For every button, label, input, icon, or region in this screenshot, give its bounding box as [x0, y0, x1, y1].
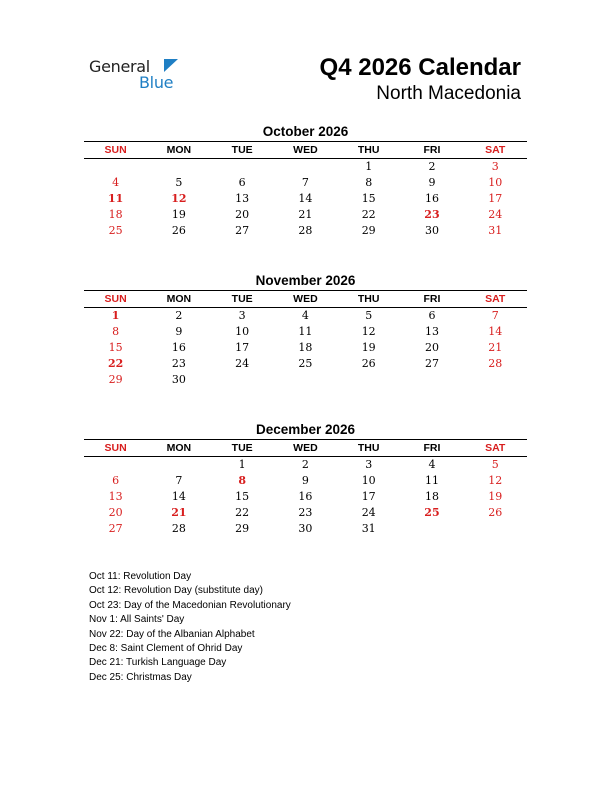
day-cell: 4: [428, 458, 436, 471]
day-cell: 25: [298, 357, 313, 370]
day-cell: 22: [361, 208, 376, 221]
weekday-label: MON: [166, 442, 192, 454]
day-cell: 14: [488, 325, 503, 338]
week-row: [84, 191, 527, 207]
day-cell: 6: [428, 309, 436, 322]
day-cell: 18: [424, 490, 439, 503]
day-cell: 6: [112, 474, 120, 487]
day-cell: 9: [175, 325, 183, 338]
day-cell: 13: [235, 192, 250, 205]
holiday-item: Dec 25: Christmas Day: [89, 671, 192, 683]
week-row: [84, 372, 527, 388]
day-cell: 4: [301, 309, 309, 322]
day-cell: 26: [361, 357, 376, 370]
day-cell: 19: [361, 341, 376, 354]
week-row: [84, 340, 527, 356]
weekday-label: FRI: [423, 293, 441, 305]
weekday-label: SUN: [104, 293, 127, 305]
day-cell: [464, 372, 527, 388]
week-row: [84, 457, 527, 473]
day-cell: 30: [298, 522, 313, 535]
day-cell: 21: [298, 208, 313, 221]
day-cell: 16: [298, 490, 313, 503]
day-cell: 29: [361, 224, 376, 237]
day-cell: 26: [488, 506, 503, 519]
weekday-label: TUE: [231, 144, 253, 156]
weekday-label: FRI: [423, 144, 441, 156]
holiday-item: Nov 1: All Saints' Day: [89, 614, 185, 626]
week-row: [84, 505, 527, 521]
day-cell: 24: [488, 208, 503, 221]
day-cell: [147, 457, 210, 473]
weekday-header: [84, 141, 527, 159]
day-cell: 30: [424, 224, 439, 237]
week-row: [84, 159, 527, 175]
weekday-header: [84, 439, 527, 457]
day-cell: 23: [298, 506, 313, 519]
day-cell: [337, 372, 400, 388]
day-cell: 3: [365, 458, 373, 471]
day-cell: [211, 159, 274, 175]
day-cell: 18: [298, 341, 313, 354]
holiday-item: Oct 11: Revolution Day: [89, 571, 192, 582]
day-cell: 25: [108, 224, 123, 237]
weekday-label: MON: [166, 293, 192, 305]
day-cell: 6: [238, 176, 246, 189]
day-cell: 21: [488, 341, 503, 354]
week-row: [84, 207, 527, 223]
day-cell: 14: [171, 490, 186, 503]
day-cell: [464, 521, 527, 537]
day-cell: 13: [108, 490, 123, 503]
day-cell: [400, 372, 463, 388]
day-cell: 28: [298, 224, 313, 237]
day-cell: [84, 457, 147, 473]
holiday-item: Dec 8: Saint Clement of Ohrid Day: [89, 642, 243, 654]
day-cell: 16: [424, 192, 439, 205]
weekday-label: SAT: [485, 442, 506, 454]
day-cell: 12: [488, 474, 503, 487]
day-cell: 24: [361, 506, 376, 519]
day-cell: [211, 372, 274, 388]
weekday-label: SUN: [104, 442, 127, 454]
weekday-label: SAT: [485, 293, 506, 305]
day-cell: 26: [171, 224, 186, 237]
day-cell: 19: [171, 208, 186, 221]
weekday-label: THU: [357, 442, 380, 454]
day-cell: 3: [491, 160, 499, 173]
day-cell: 29: [235, 522, 250, 535]
day-cell: [84, 159, 147, 175]
day-cell: 15: [235, 490, 250, 503]
day-cell: 23: [424, 208, 440, 221]
week-row: [84, 175, 527, 191]
day-cell: 10: [488, 176, 503, 189]
day-cell: 15: [361, 192, 376, 205]
week-row: [84, 489, 527, 505]
weekday-label: WED: [293, 442, 318, 454]
holiday-item: Oct 12: Revolution Day (substitute day): [89, 585, 263, 597]
day-cell: 4: [112, 176, 120, 189]
day-cell: 22: [235, 506, 250, 519]
week-row: [84, 308, 527, 324]
day-cell: 9: [428, 176, 436, 189]
day-cell: 1: [365, 160, 373, 173]
day-cell: 23: [171, 357, 186, 370]
weekday-label: SAT: [485, 144, 506, 156]
day-cell: [274, 372, 337, 388]
day-cell: 27: [424, 357, 439, 370]
week-row: [84, 521, 527, 537]
day-cell: 12: [171, 192, 187, 205]
day-cell: 17: [488, 192, 503, 205]
day-cell: 20: [235, 208, 250, 221]
day-cell: 30: [171, 373, 186, 386]
day-cell: 8: [365, 176, 373, 189]
week-row: [84, 223, 527, 239]
logo-flag-icon: [164, 59, 178, 72]
day-cell: [400, 521, 463, 537]
day-cell: 20: [424, 341, 439, 354]
holiday-list: [89, 570, 291, 685]
month-calendar: [84, 421, 527, 537]
logo: [89, 57, 189, 93]
day-cell: 3: [238, 309, 246, 322]
day-cell: 10: [361, 474, 376, 487]
day-cell: 15: [108, 341, 123, 354]
day-cell: 17: [235, 341, 250, 354]
weekday-label: WED: [293, 144, 318, 156]
day-cell: 10: [235, 325, 250, 338]
day-cell: 28: [488, 357, 503, 370]
day-cell: 31: [488, 224, 503, 237]
day-cell: 1: [238, 458, 246, 471]
logo-text-blue: Blue: [139, 73, 174, 92]
day-cell: 14: [298, 192, 313, 205]
day-cell: 8: [238, 474, 246, 487]
week-row: [84, 324, 527, 340]
day-cell: 5: [365, 309, 373, 322]
day-cell: 27: [108, 522, 123, 535]
weekday-label: THU: [357, 144, 380, 156]
day-cell: 12: [361, 325, 376, 338]
day-cell: 31: [361, 522, 376, 535]
day-cell: 28: [171, 522, 186, 535]
day-cell: 17: [361, 490, 376, 503]
holiday-item: Dec 21: Turkish Language Day: [89, 657, 227, 669]
day-cell: 7: [175, 474, 183, 487]
day-cell: 9: [301, 474, 309, 487]
day-cell: 27: [235, 224, 250, 237]
weekday-label: SUN: [104, 144, 127, 156]
weekday-label: THU: [357, 293, 380, 305]
weekday-header: [84, 290, 527, 308]
day-cell: [274, 159, 337, 175]
weekday-label: FRI: [423, 442, 441, 454]
month-calendar: [84, 123, 527, 239]
day-cell: 29: [108, 373, 123, 386]
holiday-item: Oct 23: Day of the Macedonian Revolutionary: [89, 599, 291, 611]
day-cell: 11: [424, 474, 439, 487]
day-cell: 7: [301, 176, 309, 189]
page-title: Q4 2026 Calendar: [319, 54, 521, 81]
day-cell: 2: [175, 309, 183, 322]
weekday-label: TUE: [231, 293, 253, 305]
day-cell: 22: [107, 357, 124, 370]
day-cell: 24: [235, 357, 250, 370]
day-cell: 20: [108, 506, 123, 519]
day-cell: 2: [301, 458, 309, 471]
week-row: [84, 473, 527, 489]
weekday-label: WED: [293, 293, 318, 305]
day-cell: 1: [111, 309, 120, 322]
month-title: November 2026: [255, 273, 356, 288]
week-row: [84, 356, 527, 372]
weekday-label: MON: [166, 144, 192, 156]
day-cell: 25: [424, 506, 440, 519]
day-cell: [147, 159, 210, 175]
page-subtitle: North Macedonia: [376, 83, 521, 104]
weekday-label: TUE: [231, 442, 253, 454]
day-cell: 5: [491, 458, 499, 471]
day-cell: 11: [107, 192, 124, 205]
day-cell: 7: [491, 309, 499, 322]
holiday-item: Nov 22: Day of the Albanian Alphabet: [89, 628, 255, 640]
logo-text-general: General: [89, 57, 150, 76]
day-cell: 19: [488, 490, 503, 503]
day-cell: 5: [175, 176, 183, 189]
month-title: October 2026: [262, 124, 349, 139]
day-cell: 13: [424, 325, 439, 338]
day-cell: 16: [171, 341, 186, 354]
month-title: December 2026: [255, 422, 356, 437]
day-cell: 2: [428, 160, 436, 173]
day-cell: 11: [298, 325, 313, 338]
month-calendar: [84, 272, 527, 388]
day-cell: 21: [171, 506, 187, 519]
day-cell: 18: [108, 208, 123, 221]
day-cell: 8: [112, 325, 120, 338]
